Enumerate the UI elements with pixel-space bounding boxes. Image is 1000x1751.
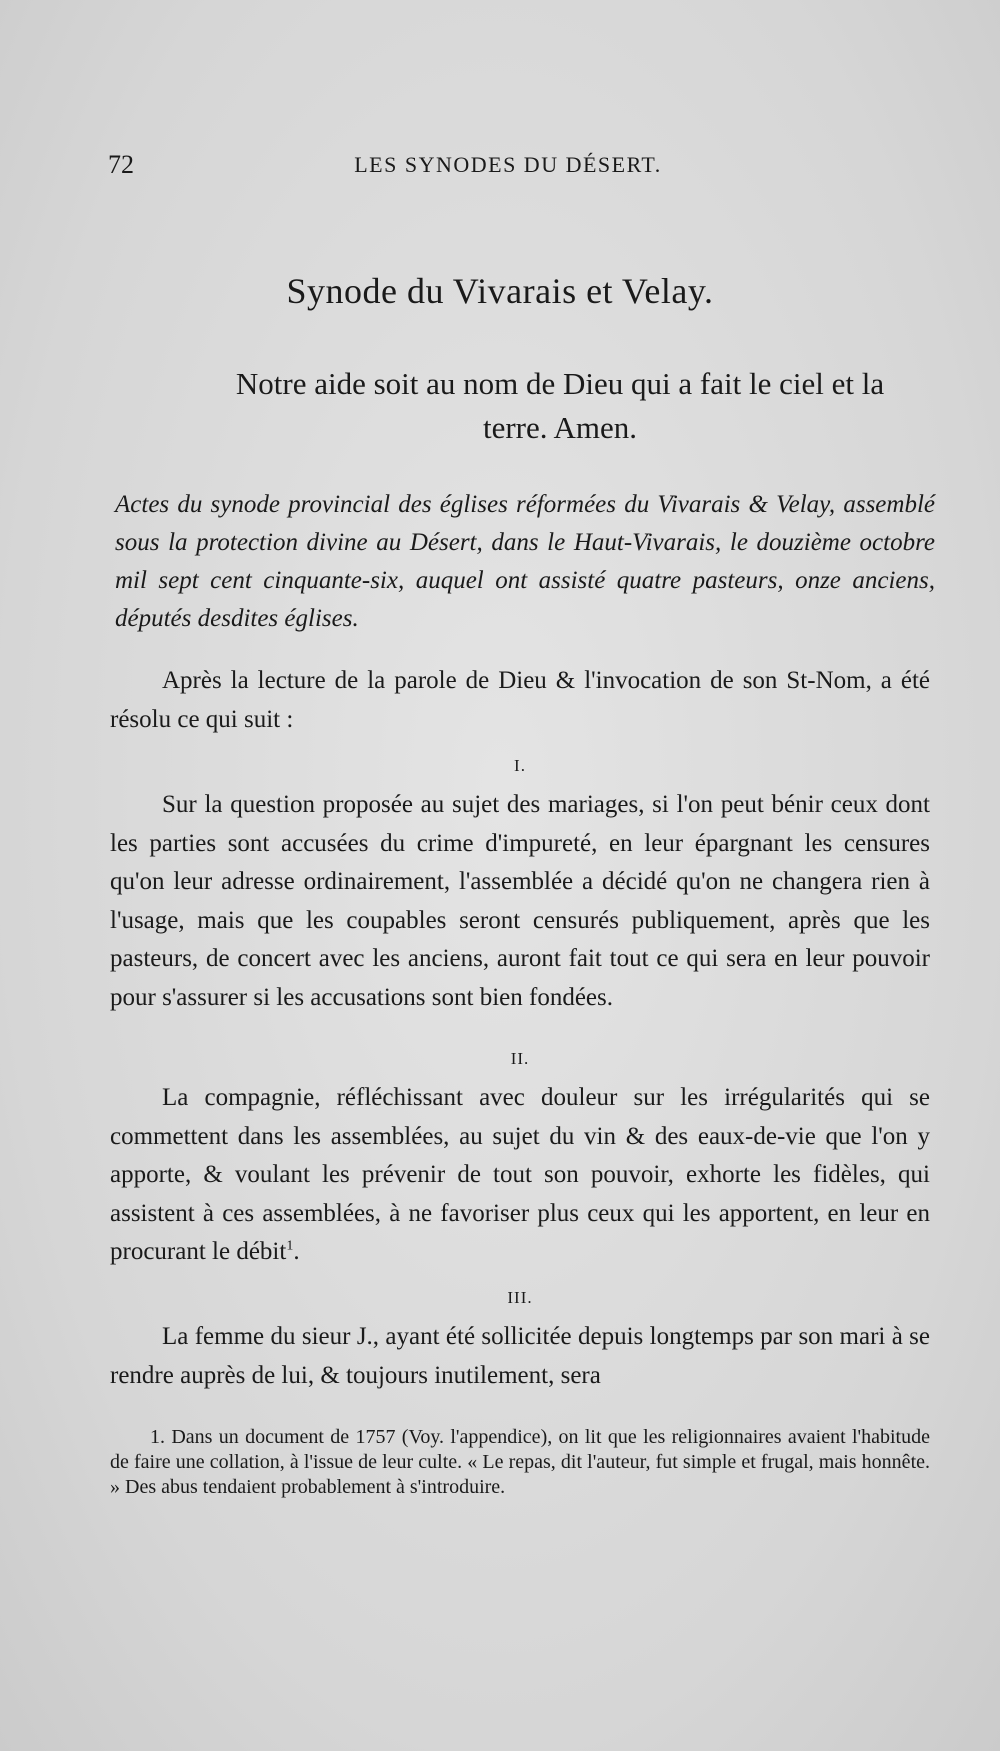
- article-numeral-3: III.: [507, 1288, 533, 1307]
- page-number: 72: [108, 150, 134, 179]
- article-numeral-2: II.: [510, 1049, 530, 1068]
- article-2-paragraph: [110, 1079, 930, 1272]
- footnote: 1. Dans un document de 1757 (Voy. l'appendice), on lit que les religionnaires avaient l'habitude de faire une collation, à l'issue de leur culte. « Le repas, dit l'auteur, fut simple et frugal, mais honnête. » Des abus tendaient probablement à s'introduire.: [110, 1426, 930, 1498]
- page-header: [108, 150, 908, 186]
- acts-paragraph: Actes du synode provincial des églises réformées du Vivarais & Velay, assemblé sous la protection divine au Désert, dans le Haut-Vivarais, le douzième octobre mil sept cent cinquante-six, auquel ont assisté quatre pasteurs, onze anciens, députés desdites églises.: [115, 491, 935, 632]
- running-title: LES SYNODES DU DÉSERT.: [354, 152, 662, 177]
- article-2-text: La compagnie, réfléchissant avec douleur sur les irrégularités qui se commettent dans les assemblées, au sujet du vin & des eaux-de-vie que l'on y apporte, & voulant les prévenir de tout son pouvoir, exhorte les fidèles, qui assistent à ces assemblées, à ne favoriser plus ceux qui les apportent, en leur en procurant le débit: [110, 1084, 930, 1265]
- invocation-text: Notre aide soit au nom de Dieu qui a fait le ciel et la terre. Amen.: [235, 366, 885, 445]
- section-title: Synode du Vivarais et Velay.: [286, 271, 714, 311]
- article-3-text: La femme du sieur J., ayant été sollicitée depuis longtemps par son mari à se rendre auprès de lui, & toujours inutilement, sera: [110, 1323, 930, 1389]
- article-1-text: Sur la question proposée au sujet des mariages, si l'on peut bénir ceux dont les parties sont accusées du crime d'impureté, en leur épargnant les censures qu'on leur adresse ordinairement, l'assemblée a décidé qu'on ne changera rien à l'usage, mais que les coupables seront censurés publiquement, après que les pasteurs, de concert avec les anciens, auront fait tout ce qui sera en leur pouvoir pour s'assurer si les accusations sont bien fondées.: [110, 791, 930, 1011]
- article-2-end: .: [293, 1238, 300, 1265]
- intro-paragraph: Après la lecture de la parole de Dieu & l'invocation de son St-Nom, a été résolu ce qui suit :: [110, 667, 930, 733]
- article-numeral-1: I.: [514, 756, 526, 775]
- footnote-reference[interactable]: 1: [286, 1238, 294, 1254]
